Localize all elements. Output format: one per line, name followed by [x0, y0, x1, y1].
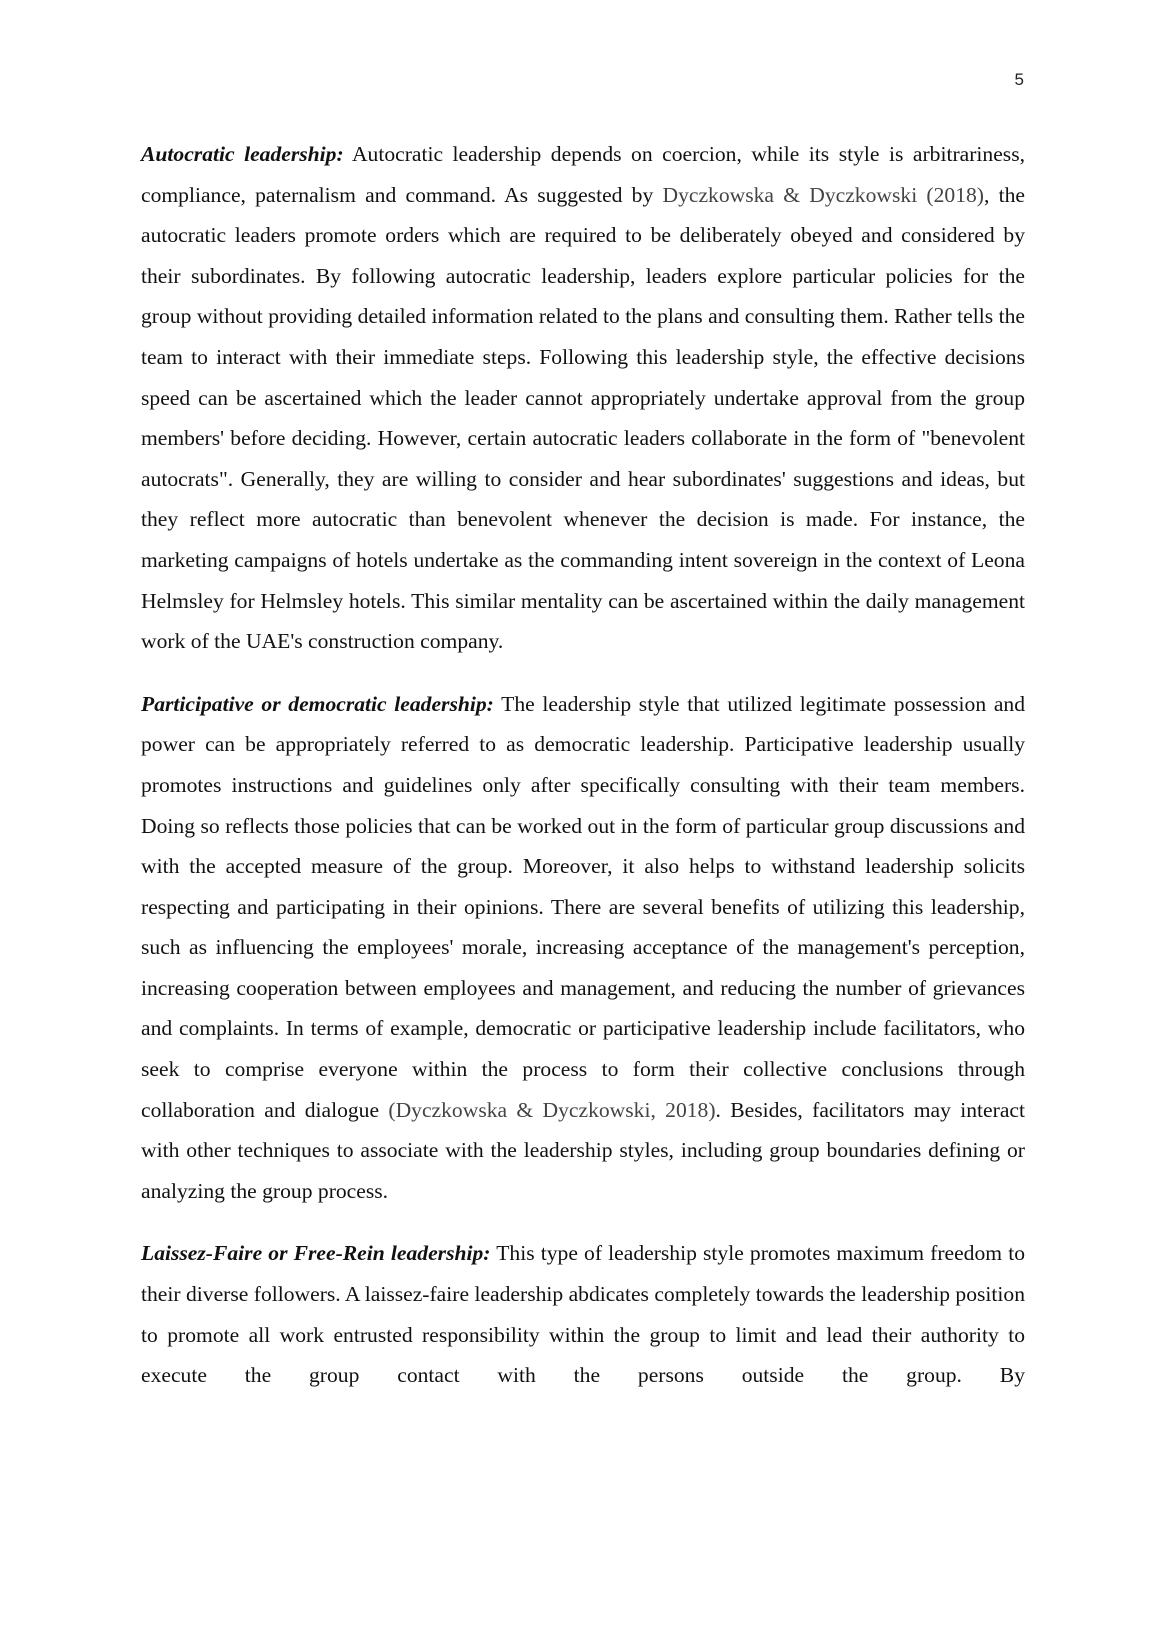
paragraph-heading: Autocratic leadership: — [141, 142, 344, 166]
paragraph-text: , the autocratic leaders promote orders which are required to be deliberately obeyed and considered by their subordinates. By following autocratic leadership, leaders explore particular policies for the group without providing detailed information related to the plans and consulting them. Rather tells the team to interact with their immediate steps. Following this leadership style, the effective decisions speed can be ascertained which the leader cannot appropriately undertake approval from the group members' before deciding. However, certain autocratic leaders collaborate in the form of "benevolent autocrats". Generally, they are willing to consider and hear subordinates' suggestions and ideas, but they reflect more autocratic than benevolent whenever the decision is made. For instance, the marketing campaigns of hotels undertake as the commanding intent sovereign in the context of Leona Helmsley for Helmsley hotels. This similar mentality can be ascertained within the daily management work of the UAE's construction company. — [141, 182, 1025, 654]
citation: (Dyczkowska & Dyczkowski, 2018) — [388, 1097, 716, 1122]
paragraph-heading: Laissez-Faire or Free-Rein leadership: — [141, 1241, 491, 1266]
paragraph-laissez-faire-leadership — [141, 1233, 1025, 1395]
paragraph-text: The leadership style that utilized legitimate possession and power can be appropriately referred to as democratic leadership. Participative leadership usually promotes instructions and guidelines only after specifically consulting with their team members. Doing so reflects those policies that can be worked out in the form of particular group discussions and with the accepted measure of the group. Moreover, it also helps to withstand leadership solicits respecting and participating in their opinions. There are several benefits of utilizing this leadership, such as influencing the employees' morale, increasing acceptance of the management's perception, increasing cooperation between employees and management, and reducing the number of grievances and complaints. In terms of example, democratic or participative leadership include facilitators, who seek to comprise everyone within the process to form their collective conclusions through collaboration and dialogue — [141, 691, 1026, 1122]
paragraph-text: This type of leadership style promotes maximum freedom to their diverse followers. A laissez-faire leadership abdicates completely towards the leadership position to promote all work entrusted responsibility within the group to limit and lead their authority to execute the group contact with the persons outside the group. By — [141, 1241, 1025, 1388]
citation: Dyczkowska & Dyczkowski (2018) — [662, 182, 984, 207]
paragraph-heading: Participative or democratic leadership: — [141, 691, 494, 716]
paragraph-text: . Besides, facilitators may interact with other techniques to associate with the leadership styles, including group boundaries defining or analyzing the group process. — [141, 1097, 1025, 1203]
paragraph-text: Autocratic leadership depends on coercion, while its style is arbitrariness, compliance, paternalism and command. As suggested by — [141, 142, 1025, 207]
paragraph-autocratic-leadership — [141, 134, 1025, 662]
page-number: 5 — [1014, 70, 1024, 89]
document-body — [141, 134, 1025, 1418]
paragraph-participative-leadership — [141, 684, 1025, 1212]
